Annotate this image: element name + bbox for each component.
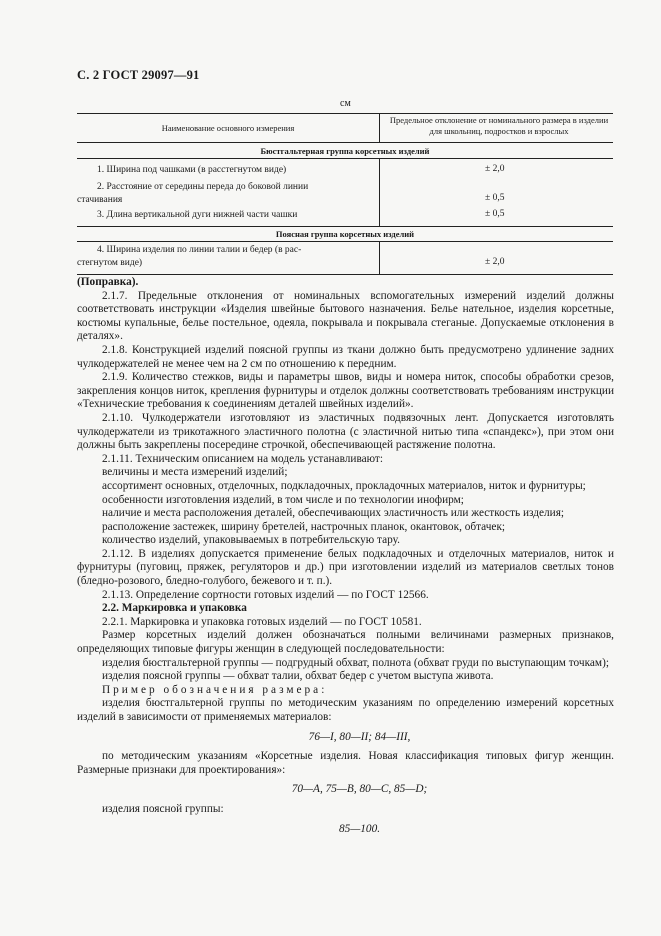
size-designation-paragraph: Размер корсетных изделий должен обозначаться полными величинами размерных признаков, определяющих типовые фигуры женщин в следующей последовательности: [77, 629, 614, 656]
table-header-rule [77, 142, 613, 143]
amendment-note: (Поправка). [77, 276, 139, 288]
row-value: ± 2,0 [485, 257, 505, 267]
list-item: расположение застежек, ширину бретелей, настрочных планок, окантовок, обтачек; [102, 520, 506, 533]
unit-label: см [340, 98, 351, 109]
clause-2-1-13: 2.1.13. Определение сортности готовых изделий — по ГОСТ 12566. [102, 588, 429, 601]
table-row: 1. Ширина под чашками (в расстегнутом виде) [97, 165, 287, 175]
list-item: изделия поясной группы — обхват талии, обхват бедер с учетом выступа живота. [102, 670, 494, 683]
list-item: изделия бюстгальтерной группы — подгрудный обхват, полнота (обхват груди по выступающим точкам); [102, 656, 609, 669]
example-text: изделия бюстгальтерной группы по методическим указаниям по определению измерений корсетных изделий в зависимости от применяемых материалов: [77, 697, 614, 723]
list-item: ассортимент основных, отделочных, подкладочных, прокладочных материалов, ниток и фурнитуры; [102, 479, 586, 492]
example-text: изделия поясной группы: [102, 802, 224, 815]
clause-2-1-9: 2.1.9. Количество стежков, виды и параметры швов, виды и номера ниток, способы обработки срезов, закрепления концов ниток, крепления фурнитуры и отделок должны соответствовать требованиям инструкции «Технические требования к соединениям деталей швейных изделий». [77, 371, 614, 411]
clause-2-1-7: 2.1.7. Предельные отклонения от номинальных вспомогательных измерений изделий должны соответствовать инструкции «Изделия швейные бытового назначения. Белье нательное, изделия корсетные, костюмы купальные, белье постельное, одеяла, покрывала и покрывала стеганые. Допускаемые отклонения в деталях». [77, 289, 614, 343]
section-rule-2 [77, 226, 613, 227]
section-waist-group: Поясная группа корсетных изделий [275, 229, 415, 239]
list-item: количество изделий, упаковываемых в потребительскую тару. [102, 534, 400, 547]
list-item: величины и места измерений изделий; [102, 466, 288, 479]
table-row: 2. Расстояние от середины переда до боковой линии стачивания [77, 182, 309, 205]
section-heading-2-2: 2.2. Маркировка и упаковка [102, 602, 247, 615]
clause-2-1-12: 2.1.12. В изделиях допускается применение белых подкладочных и отделочных материалов, ниток и фурнитуры (пуговиц, пряжек, регуляторов и др.) при изготовлении изделий из материалов светлых тонов (бледно-розового, бледно-голубого, бежевого и т. п.). [77, 547, 614, 588]
row-value: ± 0,5 [485, 193, 505, 203]
page-header: С. 2 ГОСТ 29097—91 [77, 68, 200, 82]
table-body-divider-1 [379, 158, 380, 226]
table-row: 3. Длина вертикальной дуги нижней части чашки [97, 210, 298, 220]
clause-2-1-8: 2.1.8. Конструкцией изделий поясной группы из ткани должно быть предусмотрено удлинение задних чулкодержателей не менее чем на 2 см по отношению к передним. [77, 343, 614, 370]
clause-2-2-1: 2.2.1. Маркировка и упаковка готовых изделий — по ГОСТ 10581. [102, 615, 422, 628]
table-row: 4. Ширина изделия по линии талии и бедер (в рас- стегнутом виде) [77, 245, 302, 268]
list-item: особенности изготовления изделий, в том числе и по технологии инофирм; [102, 493, 464, 506]
document-body [77, 276, 614, 842]
col1-header: Наименование основного измерения [161, 123, 295, 133]
table-top-rule [77, 113, 613, 114]
section-rule-1 [77, 158, 613, 159]
clause-2-1-10: 2.1.10. Чулкодержатели изготовляют из эластичных подвязочных лент. Допускается изготовлять чулкодержатели из трикотажного эластичного полотна (с эластичной нитью типа «спандекс»), при этом они должны быть закреплены посередине строчкой, обеспечивающей растяжение полотна. [77, 411, 614, 452]
row-value: ± 0,5 [485, 209, 505, 219]
table-header-divider [379, 113, 380, 142]
formula-3: 85—100. [338, 822, 381, 835]
list-item: наличие и места расположения деталей, обеспечивающих эластичность или жесткость изделия; [102, 507, 565, 520]
table-body-divider-2 [379, 241, 380, 274]
section-rule-3 [77, 241, 613, 242]
table-bottom-rule [77, 274, 613, 275]
clause-2-1-11: 2.1.11. Техническим описанием на модель устанавливают: [102, 452, 384, 465]
example-heading: Пример обозначения размера: [102, 683, 328, 696]
formula-1: 76—I, 80—II; 84—III, [308, 730, 411, 743]
example-text: по методическим указаниям «Корсетные изделия. Новая классификация типовых фигур женщин. Размерные признаки для проектирования»: [77, 750, 614, 776]
formula-2: 70—A, 75—B, 80—C, 85—D; [291, 783, 428, 796]
row-value: ± 2,0 [485, 164, 505, 174]
section-bra-group: Бюстгальтерная группа корсетных изделий [260, 146, 430, 156]
col2-header: Предельное отклонение от номинального размера в изделии для школьниц, подростков и взрослых [389, 115, 609, 136]
